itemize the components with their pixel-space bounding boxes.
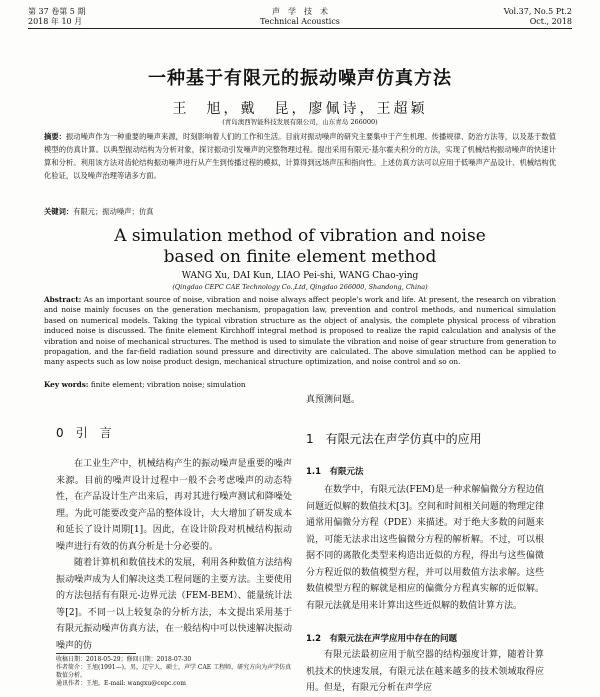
footnote-author-bio: 作者简介：王旭(1991—)，男，辽宁人，硕士，声学 CAE 工程师，研究方向为声学仿真数值分析。 (56, 664, 292, 679)
authors-en: WANG Xu, DAI Kun, LIAO Pei-shi, WANG Chao-ying (181, 271, 419, 281)
keywords-cn-text: 有限元；振动噪声；仿真 (73, 207, 154, 216)
right-column-carry: 真预测问题。 (306, 395, 361, 405)
journal-name-en: Technical Acoustics (260, 17, 340, 26)
abstract-cn-text: 振动噪声作为一种重要的噪声来源，时刻影响着人们的工作和生活。目前对振动噪声的研究主要集中于产生机理、传播规律、防治方法等，以及基于数值模型的仿真计算。以典型振动结构为分析对象，探讨振动引发噪声的完整物理过程。提出采用有限元-基尔霍夫积分的方法，实现了机械结构振动噪声的快速计算和分析。利用该方法对齿轮结构振动噪声进行从产生到传播过程的模拟，计算得到远场声压和指向性。上述仿真方法可以应用于低噪声产品设计、机械结构优化验证，以及噪声治理等诸多方面。 (44, 132, 557, 180)
footnote (56, 656, 292, 688)
journal-date: 2018 年 10 月 (28, 17, 83, 26)
section-0-para-1: 在工业生产中，机械结构产生的振动噪声是重要的噪声来源。目前的噪声设计过程中一般不会考虑噪声的动态特性，在产品设计生产出来后，再对其进行噪声测试和降噪处理。为此可能要改变产品的整体设计，大大增加了研发成本和延长了设计周期[1]。因此，在设计阶段对机械结构振动噪声进行有效的仿真分析是十分必要的。 (56, 459, 292, 552)
subsection-1-2-para: 有限元法最初应用于航空器的结构强度计算，随着计算机技术的快速发展，有限元法在越来越多的技术领域取得应用。但是，有限元分析在声学应 (306, 650, 544, 693)
section-0-heading: 0 引 言 (56, 426, 112, 440)
left-column-body (56, 456, 292, 654)
affiliation-en: (Qingdao CEPC CAE Technology Co.,Ltd, Qingdao 266000, Shandong, China) (172, 283, 428, 291)
abstract-cn-label: 摘要： (44, 132, 66, 141)
section-1-heading: 1 有限元法在声学仿真中的应用 (306, 432, 482, 446)
paper-title-cn: 一种基于有限元的振动噪声仿真方法 (148, 68, 452, 89)
keywords-en-text: finite element; vibration noise; simulation (90, 380, 246, 389)
header-rule (28, 28, 572, 29)
journal-volume: 第 37 卷第 5 期 (28, 7, 86, 16)
journal-name-cn: 声 学 技 术 (272, 7, 328, 16)
paper-title-en-line2: based on finite element method (163, 247, 437, 267)
paper-title-en-line1: A simulation method of vibration and noise (114, 226, 486, 246)
keywords-en (44, 380, 246, 389)
abstract-en (44, 295, 556, 368)
abstract-cn (44, 130, 556, 182)
keywords-cn (44, 207, 153, 217)
keywords-en-label: Key words: (44, 380, 89, 389)
subsection-1-1-heading: 1.1 有限元法 (306, 467, 364, 477)
abstract-en-label: Abstract: (44, 295, 82, 304)
footnote-rule (56, 653, 136, 654)
keywords-cn-label: 关键词： (44, 207, 74, 216)
journal-volume-en: Vol.37, No.5 Pt.2 (503, 7, 572, 16)
footnote-corresponding: 通讯作者：王旭，E-mail: wangxu@cepc.com (56, 680, 186, 687)
subsection-1-1-para: 在数学中，有限元法(FEM)是一种求解偏微分方程边值问题近似解的数值技术[3]。空间和时间相关问题的物理定律通常用偏微分方程（PDE）来描述。对于绝大多数的问题来说，可能无法求出这些偏微分方程的解析解。不过，可以根据不同的离散化类型来构造出近似的方程，得出与这些偏微分方程近似的数值模型方程，并可以用数值方法求解。这些数值模型方程的解就是相应的偏微分方程真实解的近似解。有限元法就是用来计算出这些近似解的数值计算方法。 (306, 485, 544, 611)
abstract-en-text: As an important source of noise, vibration and noise always affect people's work and life. At present, the research on vibration and noise mainly focuses on the generation mechanism, propagation law, prevention and control methods, and numerical simulation based on numerical models. Taking the typical vibration structure as the object of analysis, the complete physical process of vibration induced noise is discussed. The finite element Kirchhoff integral method is proposed to realize the rapid calculation and analysis of the vibration and noise of mechanical structures. The method is used to simulate the vibration and noise of gear structure from generation to propagation, and the far-field radiation sound pressure and directivity are calculated. The above simulation method can be applied to many aspects such as low noise product design, mechanical structure optimization, and noise control and so on. (44, 295, 556, 367)
subsection-1-1-body (306, 482, 544, 614)
authors-cn: 王 旭，戴 昆，廖佩诗，王超颖 (172, 101, 428, 117)
affiliation-cn: (青岛澳西智能科技发展有限公司，山东青岛 266000) (222, 118, 378, 126)
paper-title-en (0, 226, 600, 268)
section-0-para-2: 随着计算机和数值技术的发展，利用各种数值方法结构振动噪声成为人们解决这类工程问题的主要方法。主要使用的方法包括有有限元-边界元法（FEM-BEM）、能量统计法等[2]。不同一以上较复杂的分析方法，本文提出采用基于有限元振动噪声仿真方法，在一般结构中可以快速解决振动噪声的仿 (56, 558, 292, 651)
subsection-1-2-body (306, 647, 544, 693)
footnote-received: 收稿日期：2018-05-29；修回日期：2018-07-30 (56, 656, 192, 663)
journal-date-en: Oct., 2018 (529, 17, 572, 26)
subsection-1-2-heading: 1.2 有限元法在声学应用中存在的问题 (306, 634, 458, 644)
